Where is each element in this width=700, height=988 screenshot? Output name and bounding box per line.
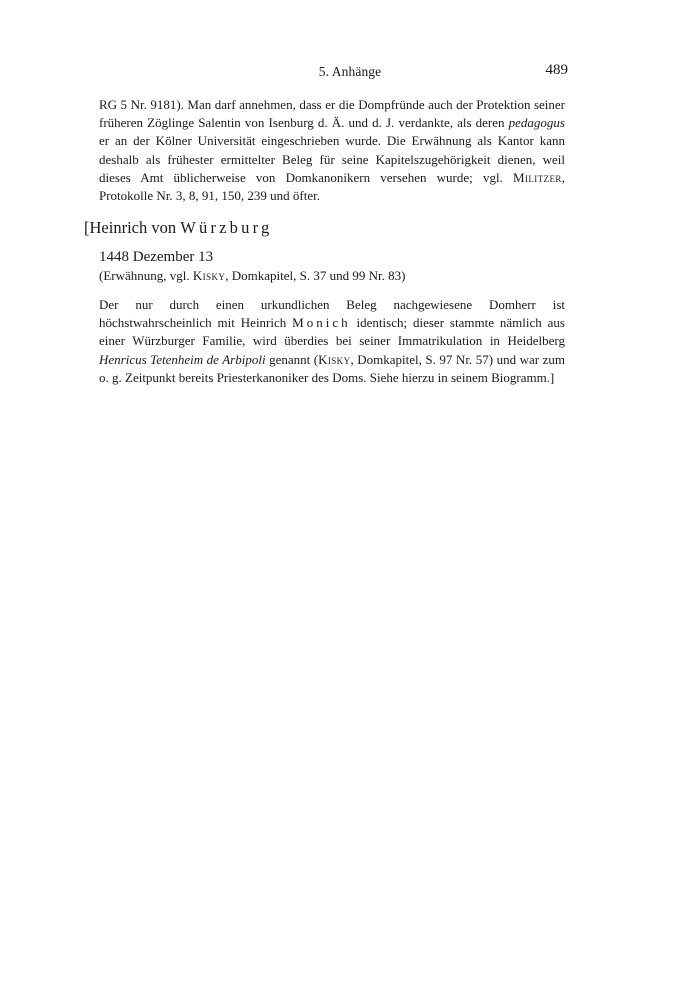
body-text-3: genannt ( (265, 351, 319, 367)
body-text-2: identisch; dieser stammte nämlich aus einer Würzburger Familie, wird überdies bei seiner Immatrikulation in Heidelberg (99, 315, 565, 349)
body-italic-name: Henricus Tetenheim de Arbipoli (99, 351, 266, 367)
body-name-spaced: Monich (292, 315, 351, 331)
body-text-4: , Domkapitel, S. 97 Nr. 57) und war zum o. g. Zeitpunkt bereits Priesterkanoniker des Doms. Siehe hierzu in seinem Biogramm.] (99, 351, 565, 385)
entry-name-prefix: [Heinrich von (84, 218, 181, 237)
source-text-2: , Domkapitel, S. 37 und 99 Nr. 83) (225, 268, 406, 283)
intro-text-2: er an der Kölner Universität eingeschrieben wurde. Die Erwähnung als Kantor kann deshalb als frühester ermittelter Beleg für seine Kapitelszugehörigkeit dienen, weil dieses Amt üblicherweise von Domkanonikern versehen wurde; vgl. (99, 133, 565, 185)
body-text-1: Der nur durch einen urkundlichen Beleg nachgewiesene Domherr ist höchstwahrscheinlich mit Heinrich (99, 297, 565, 331)
source-text-1: (Erwähnung, vgl. (99, 268, 193, 283)
intro-text-3: , Protokolle Nr. 3, 8, 91, 150, 239 und öfter. (99, 169, 565, 204)
source-author-smallcaps: Kisky (192, 268, 226, 283)
page-number: 489 (545, 62, 568, 78)
intro-italic-term: pedagogus (508, 115, 565, 131)
entry-date: 1448 Dezember 13 (99, 249, 214, 265)
intro-text-1: RG 5 Nr. 9181). Man darf annehmen, dass er die Dompfründe auch der Protektion seiner früheren Zöglinge Salentin von Isenburg d. Ä. und d. J. verdankte, als deren (99, 97, 565, 131)
entry-source (99, 268, 405, 284)
intro-author-smallcaps: Militzer (513, 169, 562, 185)
intro-paragraph (99, 96, 565, 205)
body-author-smallcaps: Kisky (318, 351, 351, 367)
entry-heading (84, 218, 272, 238)
entry-name-spaced: Würzburg (180, 218, 273, 237)
entry-body-paragraph (99, 296, 565, 387)
running-header: 5. Anhänge (318, 64, 382, 79)
